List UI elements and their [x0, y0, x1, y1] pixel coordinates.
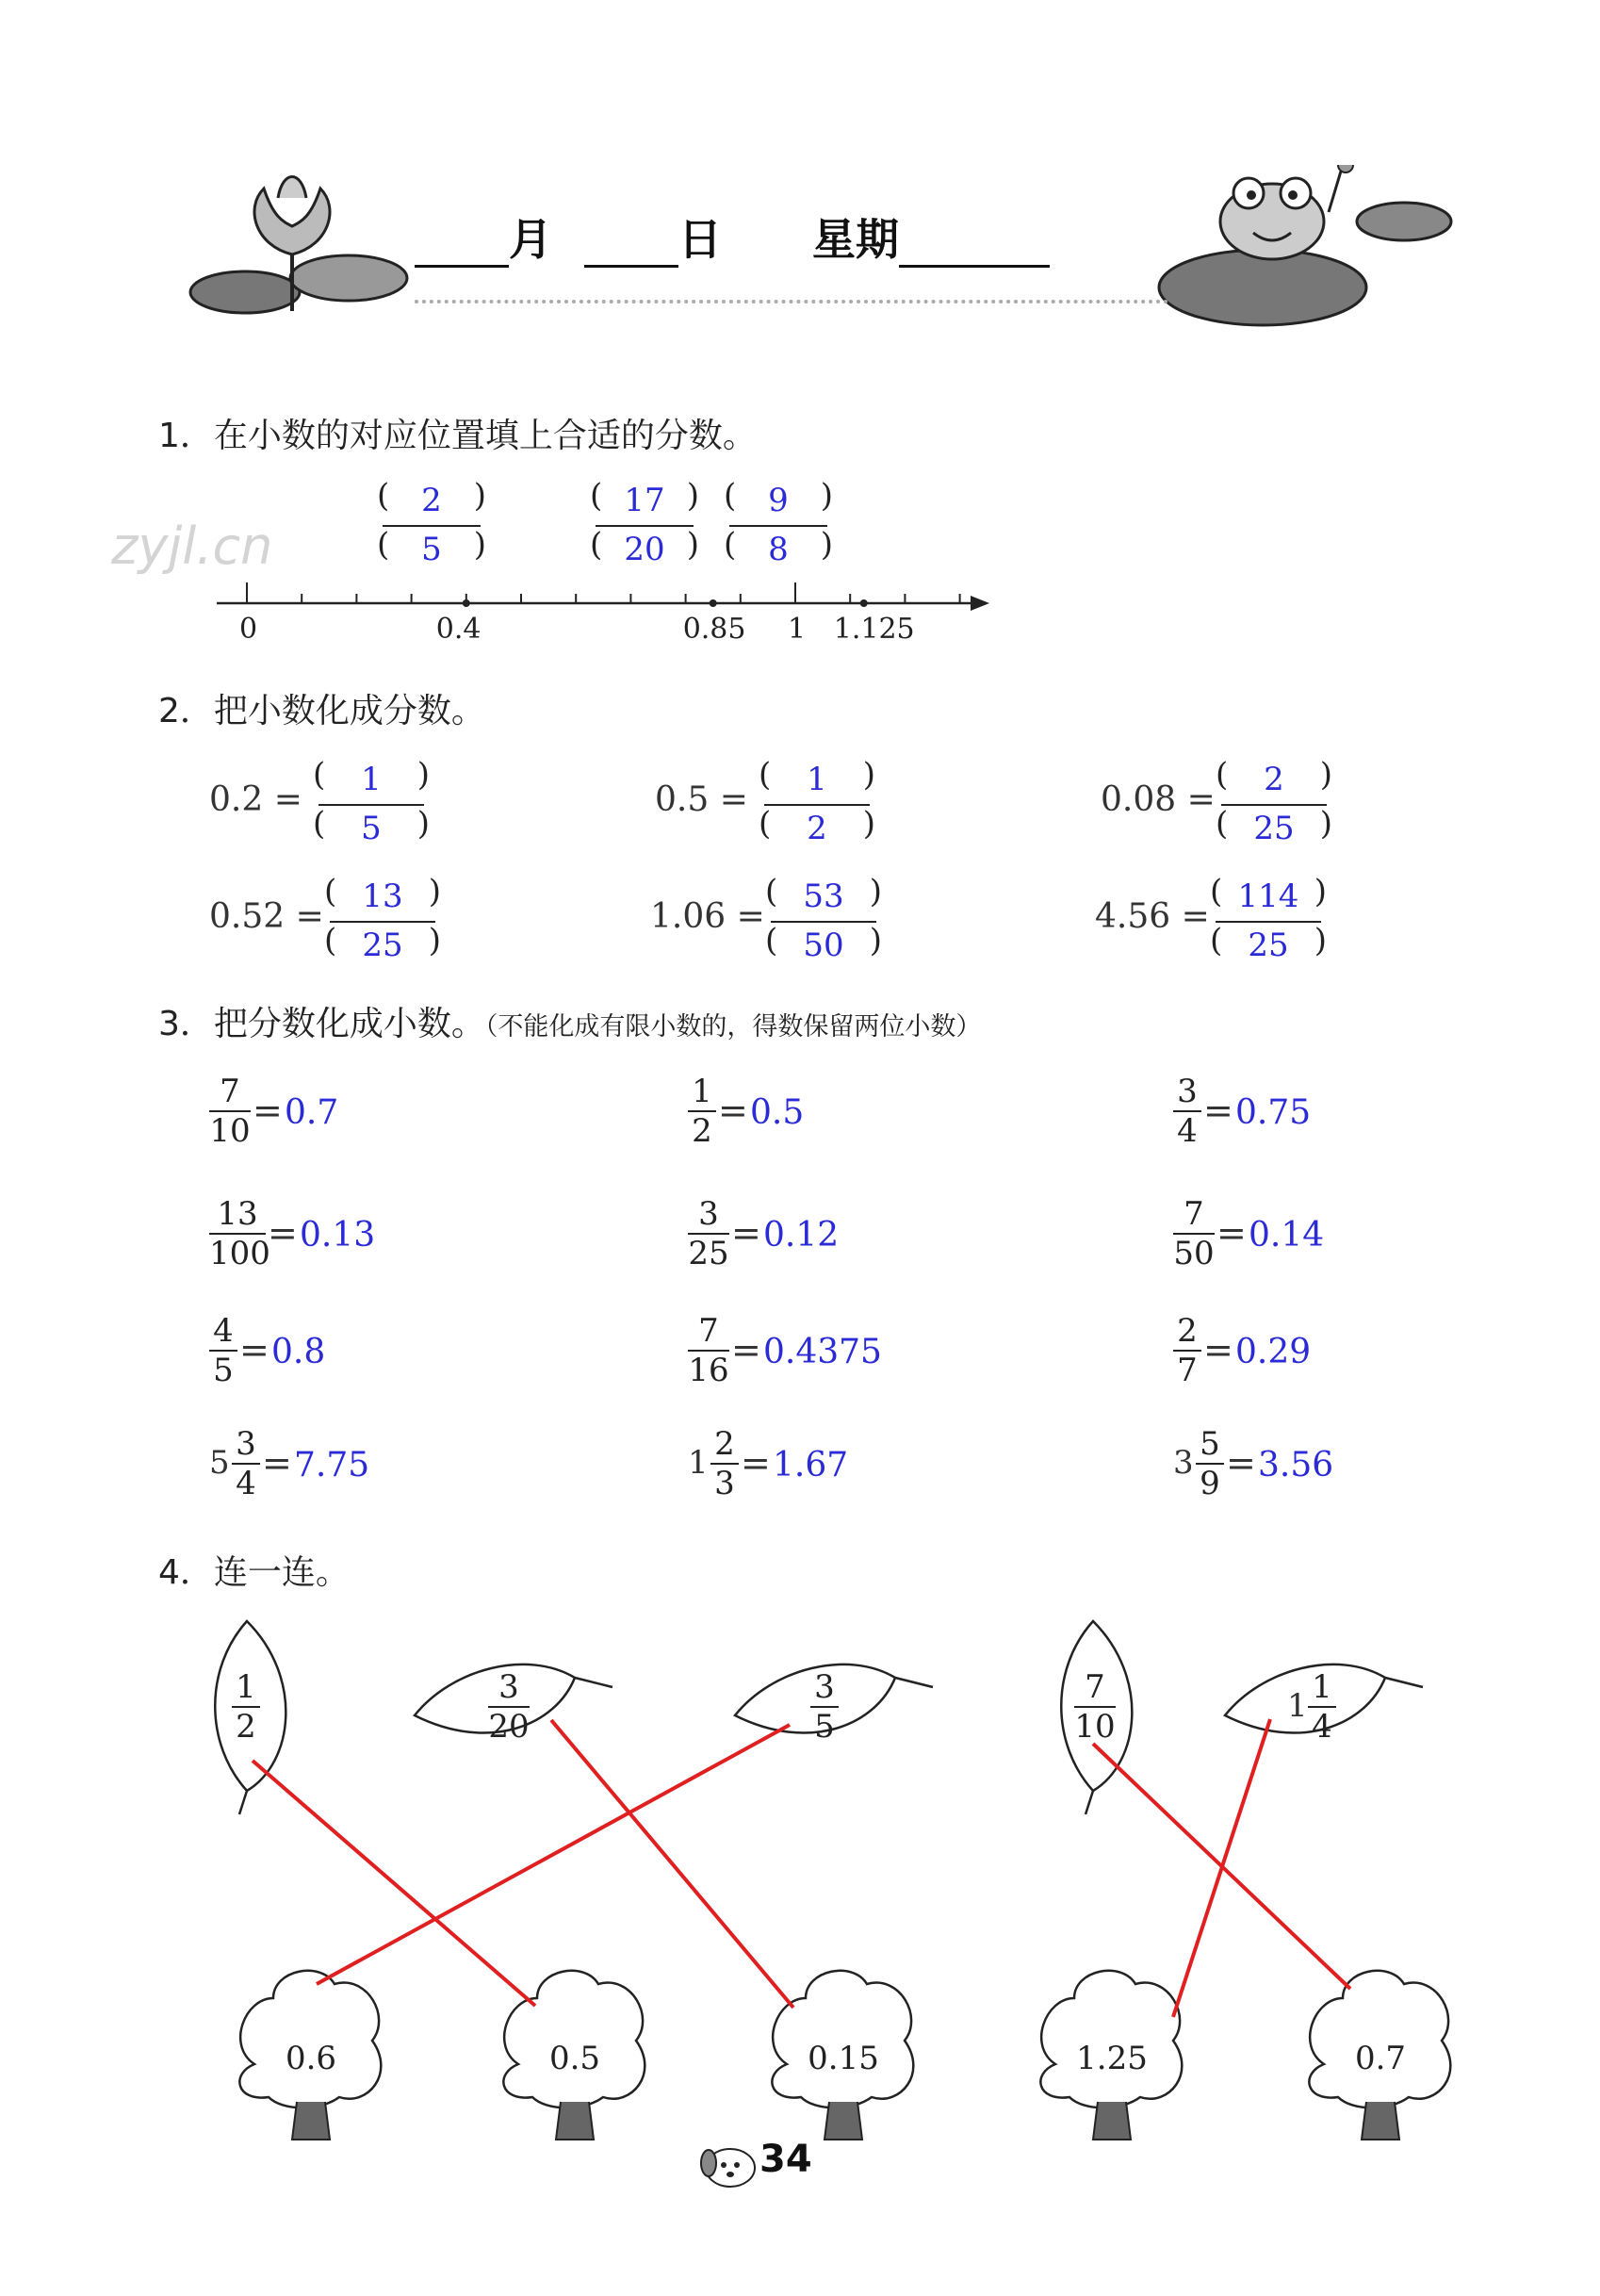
paren-left: ( — [377, 526, 390, 564]
q3-fraction-6 — [209, 1312, 237, 1389]
paren-left: ( — [1216, 756, 1229, 794]
tick-label-0: 0 — [239, 613, 258, 646]
q2-title: 2．把小数化成分数。 — [158, 692, 485, 730]
denominator: 10 — [1074, 1708, 1116, 1746]
leaf-fraction-2 — [810, 1668, 839, 1746]
numerator: 7 — [698, 1312, 719, 1350]
answer-2: 0.75 — [1235, 1093, 1312, 1132]
numerator: 1 — [361, 761, 382, 798]
match-line-0 — [253, 1761, 535, 2006]
q3-fraction-0 — [209, 1073, 251, 1150]
paren-left: ( — [590, 477, 603, 515]
paren-right: ) — [416, 756, 430, 794]
fraction-bar — [383, 525, 481, 527]
lotus-illustration — [188, 170, 415, 330]
denominator: 25 — [1248, 927, 1289, 964]
frog-illustration — [1150, 165, 1470, 335]
decimal-3: 0.52 = — [209, 897, 324, 936]
numerator: 5 — [1200, 1425, 1220, 1463]
denominator: 5 — [421, 531, 442, 568]
denominator: 5 — [361, 810, 382, 847]
paren-right: ) — [686, 477, 699, 515]
numerator: 3 — [814, 1668, 835, 1706]
denominator: 9 — [1196, 1463, 1224, 1502]
denominator: 2 — [688, 1110, 716, 1150]
denominator: 3 — [710, 1463, 739, 1502]
q2-fraction-0[interactable] — [311, 758, 432, 852]
numerator: 17 — [624, 482, 665, 519]
denominator: 4 — [1308, 1706, 1336, 1746]
page-number: 34 — [759, 2138, 812, 2181]
denominator: 7 — [1173, 1350, 1201, 1389]
match-line-2 — [317, 1725, 790, 1984]
watermark: zyjl.cn — [111, 517, 273, 576]
paren-left: ( — [324, 873, 337, 910]
numerator: 1 — [236, 1668, 256, 1706]
numerator: 1 — [692, 1073, 712, 1110]
numerator: 13 — [362, 877, 403, 915]
tree-trunk — [824, 2102, 862, 2140]
point-4 — [860, 599, 868, 607]
paren-right: ) — [869, 873, 882, 910]
match-line-4 — [1173, 1719, 1270, 2017]
q3-fraction-9 — [232, 1425, 260, 1502]
numerator: 53 — [803, 877, 844, 915]
month-label: 月 — [509, 214, 552, 265]
equals-sign: = — [731, 1212, 761, 1254]
answer-4: 0.12 — [763, 1216, 840, 1255]
day-blank[interactable] — [584, 227, 678, 268]
q2-fraction-1[interactable] — [757, 758, 877, 852]
answer-10: 1.67 — [773, 1446, 849, 1484]
paren-left: ( — [1210, 922, 1223, 959]
puppy-icon — [697, 2135, 763, 2191]
q2-fraction-3[interactable] — [322, 875, 443, 969]
paren-right: ) — [416, 805, 430, 843]
q4-title: 4．连一连。 — [158, 1553, 350, 1592]
paren-left: ( — [765, 922, 778, 959]
equals-sign: = — [741, 1442, 771, 1484]
q3-fraction-3 — [209, 1195, 270, 1272]
numerator: 2 — [1177, 1312, 1198, 1350]
paren-right: ) — [820, 477, 833, 515]
tree-label-0: 0.6 — [285, 2040, 337, 2077]
numerator: 2 — [1264, 761, 1284, 798]
numerator: 7 — [1184, 1195, 1204, 1233]
tree-trunk — [556, 2102, 594, 2140]
q2-fraction-4[interactable] — [763, 875, 884, 969]
q3-fraction-1 — [688, 1073, 716, 1150]
paren-right: ) — [1314, 873, 1327, 910]
fraction-bar — [330, 921, 435, 923]
denominator: 5 — [810, 1706, 839, 1746]
denominator: 4 — [232, 1463, 260, 1502]
q1-title: 1．在小数的对应位置填上合适的分数。 — [158, 417, 757, 455]
fraction-bar — [1221, 804, 1327, 806]
equals-sign: = — [1203, 1329, 1233, 1370]
fraction-bar — [596, 525, 694, 527]
leaf-stem — [239, 1791, 247, 1814]
fraction-bar — [771, 921, 876, 923]
q2-fraction-2[interactable] — [1214, 758, 1334, 852]
tree-label-4: 0.7 — [1354, 2040, 1407, 2077]
paren-right: ) — [428, 873, 441, 910]
paren-left: ( — [724, 477, 737, 515]
paren-left: ( — [765, 873, 778, 910]
numerator: 9 — [768, 482, 789, 519]
denominator: 100 — [209, 1235, 270, 1272]
denominator: 20 — [488, 1708, 530, 1746]
numerator: 114 — [1237, 877, 1299, 915]
numerator: 7 — [220, 1073, 240, 1110]
equals-sign: = — [253, 1090, 283, 1131]
paren-right: ) — [862, 756, 875, 794]
paren-left: ( — [313, 756, 326, 794]
q3-fraction-2 — [1173, 1073, 1201, 1150]
numerator: 7 — [1085, 1668, 1105, 1706]
q3-title-text: 3．把分数化成小数。 — [158, 1005, 485, 1043]
answer-5: 0.14 — [1249, 1216, 1325, 1255]
leaf-stem — [1385, 1678, 1423, 1687]
weekday-blank[interactable] — [899, 227, 1050, 268]
equals-sign: = — [731, 1329, 761, 1370]
numerator: 3 — [698, 1195, 719, 1233]
header-dotted-line — [415, 300, 1168, 303]
tick-label-2: 0.85 — [682, 613, 746, 646]
numerator: 2 — [421, 482, 442, 519]
match-line-1 — [551, 1720, 793, 2008]
decimal-1: 0.5 = — [655, 780, 748, 819]
equals-sign: = — [1216, 1212, 1247, 1254]
q1-fraction-0[interactable] — [375, 479, 488, 573]
leaf-fraction-3 — [1074, 1668, 1116, 1746]
paren-left: ( — [759, 805, 772, 843]
fraction-bar — [729, 525, 827, 527]
paren-right: ) — [1314, 922, 1327, 959]
answer-6: 0.8 — [271, 1333, 326, 1371]
tree-trunk — [292, 2102, 330, 2140]
answer-1: 0.5 — [750, 1093, 805, 1132]
equals-sign: = — [268, 1212, 298, 1254]
q3-note: （不能化成有限小数的，得数保留两位小数） — [484, 1012, 982, 1041]
leaf-stem — [895, 1678, 933, 1687]
numerator: 13 — [217, 1195, 258, 1233]
paren-left: ( — [724, 526, 737, 564]
denominator: 25 — [362, 927, 403, 964]
day-label: 日 — [678, 214, 723, 265]
paren-left: ( — [1210, 873, 1223, 910]
leaf-fraction-4 — [1308, 1668, 1336, 1746]
denominator: 8 — [768, 531, 789, 568]
denominator: 50 — [1173, 1235, 1215, 1272]
numerator: 4 — [213, 1312, 234, 1350]
whole-number: 5 — [209, 1444, 230, 1482]
leaf-stem — [1086, 1791, 1093, 1814]
numerator: 3 — [1177, 1073, 1198, 1110]
answer-7: 0.4375 — [763, 1333, 882, 1371]
paren-left: ( — [324, 922, 337, 959]
answer-0: 0.7 — [285, 1093, 339, 1132]
paren-right: ) — [1319, 756, 1332, 794]
q3-fraction-5 — [1173, 1195, 1215, 1272]
paren-right: ) — [820, 526, 833, 564]
paren-right: ) — [869, 922, 882, 959]
decimal-4: 1.06 = — [650, 897, 765, 936]
month-blank[interactable] — [415, 227, 509, 268]
paren-left: ( — [1216, 805, 1229, 843]
answer-9: 7.75 — [294, 1446, 370, 1484]
denominator: 50 — [803, 927, 844, 964]
leaf-stem — [575, 1678, 612, 1687]
q3-title — [158, 997, 981, 1045]
q3-fraction-4 — [688, 1195, 729, 1272]
q1-fraction-1[interactable] — [588, 479, 701, 573]
paren-right: ) — [473, 477, 486, 515]
paren-right: ) — [428, 922, 441, 959]
q3-fraction-7 — [688, 1312, 729, 1389]
denominator: 4 — [1173, 1110, 1201, 1150]
equals-sign: = — [262, 1442, 292, 1484]
equals-sign: = — [1203, 1090, 1233, 1131]
paren-left: ( — [313, 805, 326, 843]
tick-label-3: 1 — [788, 613, 807, 646]
paren-right: ) — [1319, 805, 1332, 843]
denominator: 2 — [807, 810, 827, 847]
paren-right: ) — [686, 526, 699, 564]
leaf-fraction-0 — [232, 1668, 260, 1746]
numerator: 3 — [498, 1668, 519, 1706]
answer-3: 0.13 — [300, 1216, 376, 1255]
point-2 — [710, 599, 717, 607]
numerator: 2 — [714, 1425, 735, 1463]
paren-right: ) — [862, 805, 875, 843]
denominator: 25 — [1253, 810, 1295, 847]
denominator: 5 — [209, 1350, 237, 1389]
q3-fraction-8 — [1173, 1312, 1201, 1389]
answer-11: 3.56 — [1258, 1446, 1334, 1484]
date-header — [415, 205, 1050, 268]
decimal-2: 0.08 = — [1101, 780, 1216, 819]
paren-left: ( — [377, 477, 390, 515]
tree-label-1: 0.5 — [548, 2040, 601, 2077]
leaf-fraction-1 — [488, 1668, 530, 1746]
tree-label-3: 1.25 — [1076, 2040, 1148, 2077]
numerator: 1 — [1312, 1668, 1332, 1706]
tree-trunk — [1362, 2102, 1399, 2140]
q3-fraction-10 — [710, 1425, 739, 1502]
fraction-bar — [764, 804, 870, 806]
denominator: 10 — [209, 1112, 251, 1150]
decimal-5: 4.56 = — [1095, 897, 1210, 936]
tree-trunk — [1093, 2102, 1131, 2140]
answer-8: 0.29 — [1235, 1333, 1312, 1371]
numerator: 3 — [236, 1425, 256, 1463]
tick-label-4: 1.125 — [833, 613, 915, 646]
denominator: 16 — [688, 1352, 729, 1389]
tree-label-2: 0.15 — [808, 2040, 879, 2077]
q3-fraction-11 — [1196, 1425, 1224, 1502]
tick-label-1: 0.4 — [435, 613, 482, 646]
leaf-whole: 1 — [1287, 1687, 1308, 1725]
paren-left: ( — [759, 756, 772, 794]
q1-fraction-2[interactable] — [722, 479, 835, 573]
fraction-bar — [1216, 921, 1321, 923]
weekday-label: 星期 — [812, 214, 900, 265]
denominator: 25 — [688, 1235, 729, 1272]
decimal-0: 0.2 = — [209, 780, 302, 819]
paren-left: ( — [590, 526, 603, 564]
point-1 — [463, 599, 470, 607]
equals-sign: = — [239, 1329, 269, 1370]
q2-fraction-5[interactable] — [1208, 875, 1329, 969]
equals-sign: = — [718, 1090, 748, 1131]
equals-sign: = — [1226, 1442, 1256, 1484]
paren-right: ) — [473, 526, 486, 564]
whole-number: 3 — [1173, 1444, 1194, 1482]
fraction-bar — [318, 804, 424, 806]
numerator: 1 — [807, 761, 827, 798]
denominator: 20 — [624, 531, 665, 568]
whole-number: 1 — [688, 1444, 709, 1482]
denominator: 2 — [232, 1706, 260, 1746]
